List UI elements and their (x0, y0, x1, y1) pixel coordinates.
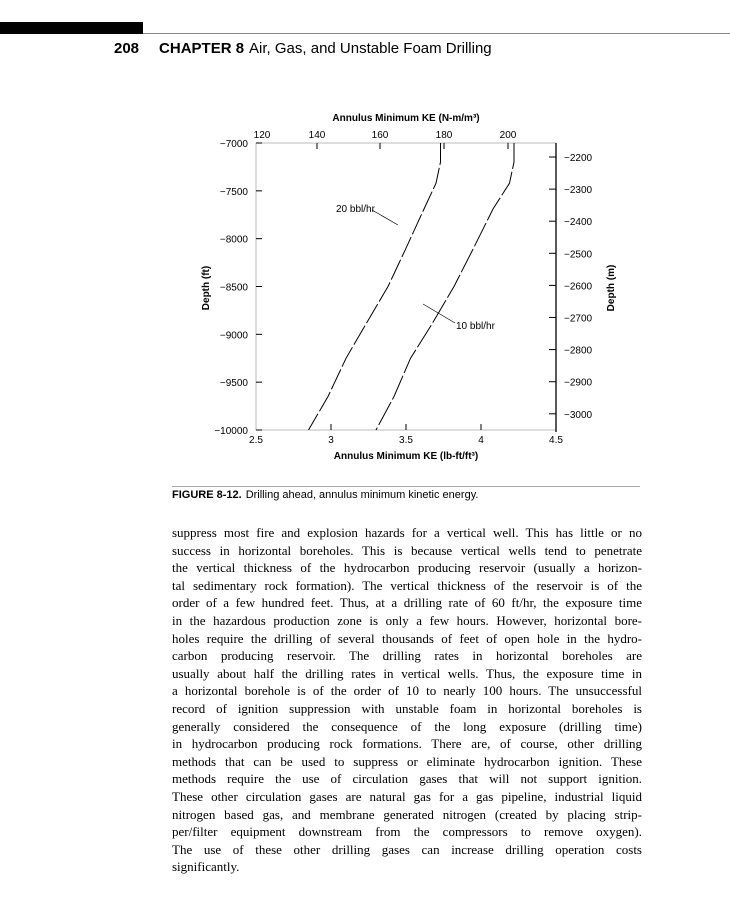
body-line: methods that can be used to suppress or eliminate hydrocarbon ignition. These (172, 753, 642, 769)
y-tick-label: −7000 (219, 139, 248, 150)
y2-tick-label: −2700 (564, 313, 593, 325)
body-line: usually about half the drilling rates in vertical wells. Thus, the exposure time in (172, 665, 642, 681)
y2-tick-label: −2300 (564, 185, 593, 197)
body-line: nitrogen based gas, and membrane generated nitrogen (created by placing strip- (172, 806, 642, 822)
body-line: holes require the drilling of several thousands of feet of open hole in the hydro- (172, 630, 642, 646)
figure-caption (172, 489, 478, 501)
y2-tick-label: −2800 (564, 345, 593, 357)
series-line-20-bbl-hr (309, 143, 441, 430)
annotation-leader-10 (423, 304, 455, 323)
chapter-title: Air, Gas, and Unstable Foam Drilling (249, 40, 492, 57)
y2-tick-label: −2900 (564, 377, 593, 389)
y2-axis-label: Depth (m) (606, 264, 617, 312)
plot-frame (256, 143, 556, 430)
annotation-20-bbl: 20 bbl/hr (336, 204, 375, 215)
body-line: order of a few hundred feet. Thus, at a drilling rate of 60 ft/hr, the exposure time (172, 595, 642, 611)
page-number: 208 (114, 40, 140, 57)
y2-tick-label: −2200 (564, 153, 593, 164)
y2-tick-label: −2500 (564, 249, 593, 261)
body-line: generally considered the consequence of the long exposure (drilling time) (172, 718, 642, 734)
y-tick-label: −7500 (219, 186, 248, 198)
y-tick-label: −9000 (219, 330, 248, 342)
body-line: carbon producing reservoir. The drilling rates in horizontal boreholes are (172, 648, 642, 664)
x2-tick-label: 160 (371, 130, 389, 141)
x2-tick-label: 180 (435, 130, 453, 141)
y2-tick-label: −2400 (564, 217, 593, 229)
body-line: These other circulation gases are natural gas for a gas pipeline, industrial liquid (172, 788, 642, 804)
series-line-10-bbl-hr (376, 143, 514, 430)
figure-label: FIGURE 8-12. (172, 489, 242, 501)
caption-rule (172, 486, 640, 487)
y-tick-label: −8000 (219, 234, 248, 246)
body-line: record of ignition suppression with unstable foam in horizontal boreholes is (172, 700, 642, 716)
body-line: tal sedimentary rock formation). The vertical thickness of the reservoir is of the (172, 577, 642, 593)
annotation-leader-20 (372, 210, 398, 225)
chart-title: Annulus Minimum KE (N-m/m³) (332, 113, 480, 124)
body-line: success in horizontal boreholes. This is because vertical wells tend to penetrate (172, 542, 642, 558)
x2-tick-label: 200 (499, 130, 517, 141)
y-axis-label: Depth (ft) (201, 265, 212, 311)
x2-tick-label: 140 (308, 130, 326, 141)
x-tick-label: 3 (328, 435, 334, 446)
body-line: a horizontal borehole is of the order of 10 to nearly 100 hours. The unsuccessful (172, 683, 642, 699)
body-line: methods require the use of circulation gases that will not support ignition. (172, 771, 642, 787)
x2-tick-label: 120 (253, 130, 271, 141)
body-line: per/filter equipment downstream from the compressors to remove oxygen). (172, 824, 642, 840)
figure-caption-text: Drilling ahead, annulus minimum kinetic energy. (245, 489, 479, 501)
body-line: in hydrocarbon producing rock formations. There are, of course, other drilling (172, 736, 642, 752)
x-tick-label: 2.5 (249, 435, 263, 446)
y-tick-label: −10000 (214, 426, 248, 437)
x-tick-label: 3.5 (399, 435, 413, 446)
body-line: the vertical thickness of the hydrocarbon producing reservoir (usually a horizon- (172, 560, 642, 576)
y-tick-label: −8500 (219, 282, 248, 294)
chapter-label: CHAPTER 8 (159, 40, 245, 57)
x-tick-label: 4.5 (549, 435, 563, 446)
annotation-10-bbl: 10 bbl/hr (456, 321, 495, 332)
body-line: significantly. (172, 859, 240, 875)
body-line: The use of these other drilling gases can increase drilling operation costs (172, 841, 642, 857)
x-tick-label: 4 (478, 435, 484, 446)
y2-tick-label: −2600 (564, 281, 593, 293)
body-text (172, 524, 642, 876)
body-line: suppress most fire and explosion hazards for a vertical well. This has little or no (172, 525, 642, 540)
y2-tick-label: −3000 (564, 409, 593, 421)
body-line: in the hazardous production zone is only a few hours. However, horizontal bore- (172, 612, 642, 628)
y-tick-label: −9500 (219, 378, 248, 390)
x-axis-label: Annulus Minimum KE (lb-ft/ft³) (333, 451, 479, 462)
